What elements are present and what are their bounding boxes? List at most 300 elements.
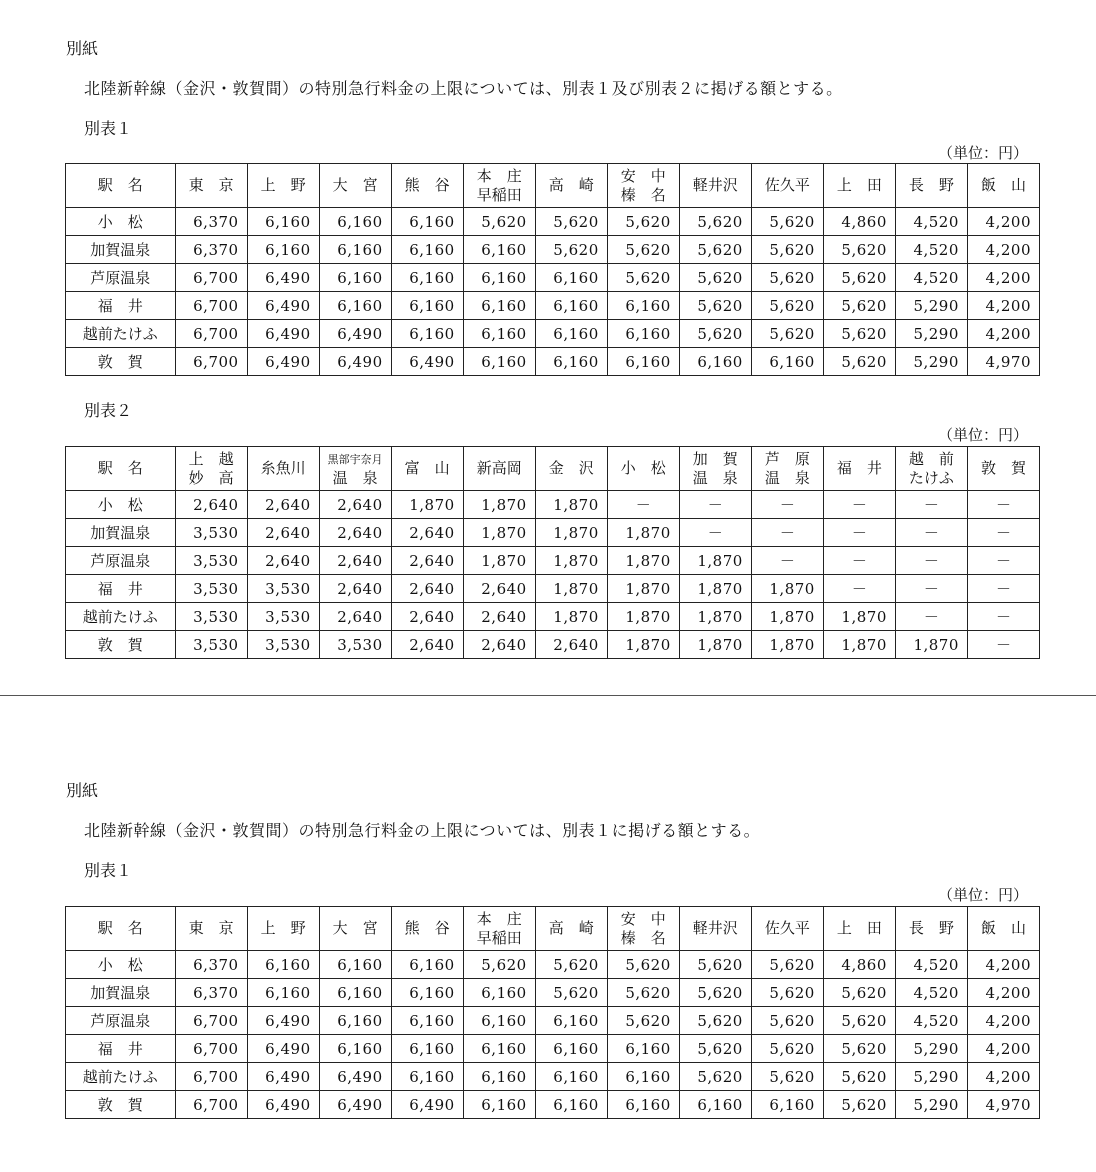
fare-cell: 6,700: [175, 1035, 247, 1063]
column-header: 上 田: [823, 164, 895, 208]
column-header: [607, 164, 679, 208]
fare-cell: 6,490: [319, 320, 391, 348]
fare-cell: 5,620: [679, 951, 751, 979]
fare-cell: 4,970: [967, 348, 1039, 376]
fare-cell: 5,620: [823, 320, 895, 348]
station-name-cell: 芦原温泉: [66, 1007, 176, 1035]
fare-cell: 6,160: [391, 292, 463, 320]
fare-cell: 2,640: [319, 575, 391, 603]
fare-cell: －: [895, 603, 967, 631]
fare-cell: 3,530: [175, 547, 247, 575]
fare-cell: 2,640: [319, 519, 391, 547]
fare-cell: 4,200: [967, 1063, 1039, 1091]
fare-cell: 6,160: [679, 1091, 751, 1119]
fare-cell: 1,870: [535, 491, 607, 519]
fare-cell: 5,620: [823, 348, 895, 376]
column-header: 軽井沢: [679, 907, 751, 951]
fare-cell: 6,370: [175, 951, 247, 979]
fare-cell: 2,640: [247, 491, 319, 519]
fare-cell: 6,490: [247, 1007, 319, 1035]
fare-cell: 1,870: [679, 603, 751, 631]
fare-cell: －: [967, 547, 1039, 575]
fare-cell: 2,640: [391, 547, 463, 575]
fare-cell: 2,640: [391, 575, 463, 603]
column-header-line: 加 賀: [692, 449, 738, 468]
column-header-line: 上 越: [188, 449, 234, 468]
table-row: [66, 320, 1040, 348]
column-header: 高 崎: [535, 164, 607, 208]
fare-cell: 5,620: [607, 979, 679, 1007]
fare-table-3: [65, 906, 1040, 1119]
fare-cell: 4,520: [895, 979, 967, 1007]
fare-cell: 6,160: [319, 208, 391, 236]
column-header: 富 山: [391, 447, 463, 491]
station-name-cell: 福 井: [66, 1035, 176, 1063]
fare-cell: 1,870: [679, 575, 751, 603]
fare-cell: 6,160: [391, 1063, 463, 1091]
fare-cell: 6,490: [247, 320, 319, 348]
fare-cell: 1,870: [607, 575, 679, 603]
attachment-label: 別紙: [66, 781, 99, 800]
fare-cell: 1,870: [463, 491, 535, 519]
column-header-line: 本 庄: [476, 909, 522, 928]
column-header-line: 妙 高: [188, 468, 234, 487]
column-header: 大 宮: [319, 907, 391, 951]
fare-cell: 5,620: [823, 1007, 895, 1035]
column-header: 新高岡: [463, 447, 535, 491]
column-header: [175, 447, 247, 491]
fare-cell: 6,160: [463, 1035, 535, 1063]
fare-cell: 6,160: [535, 1091, 607, 1119]
fare-cell: 3,530: [175, 631, 247, 659]
fare-cell: 1,870: [607, 631, 679, 659]
fare-cell: 5,620: [751, 292, 823, 320]
fare-cell: 4,520: [895, 208, 967, 236]
column-header: 上 野: [247, 907, 319, 951]
fare-cell: 6,490: [247, 264, 319, 292]
attachment-label: 別紙: [66, 39, 99, 58]
fare-cell: 5,620: [823, 292, 895, 320]
fare-cell: 5,620: [679, 1007, 751, 1035]
fare-cell: 4,200: [967, 1035, 1039, 1063]
fare-cell: －: [895, 547, 967, 575]
station-name-cell: 芦原温泉: [66, 264, 176, 292]
fare-cell: 5,620: [679, 292, 751, 320]
table-row: [66, 1007, 1040, 1035]
station-name-cell: 福 井: [66, 575, 176, 603]
fare-cell: 6,700: [175, 320, 247, 348]
fare-cell: 4,970: [967, 1091, 1039, 1119]
column-header: 糸魚川: [247, 447, 319, 491]
fare-cell: 6,490: [247, 1063, 319, 1091]
fare-cell: 6,160: [463, 348, 535, 376]
fare-cell: 2,640: [391, 603, 463, 631]
fare-cell: 5,620: [679, 320, 751, 348]
fare-cell: 1,870: [751, 603, 823, 631]
fare-cell: 1,870: [535, 603, 607, 631]
fare-cell: 3,530: [175, 603, 247, 631]
fare-cell: 6,490: [247, 1035, 319, 1063]
fare-cell: 2,640: [319, 491, 391, 519]
fare-cell: 2,640: [391, 631, 463, 659]
table-row: [66, 519, 1040, 547]
fare-cell: 4,520: [895, 951, 967, 979]
station-name-cell: 加賀温泉: [66, 236, 176, 264]
fare-cell: 6,160: [751, 348, 823, 376]
fare-cell: 1,870: [463, 547, 535, 575]
fare-cell: －: [823, 575, 895, 603]
fare-cell: 6,490: [391, 1091, 463, 1119]
fare-cell: 5,290: [895, 320, 967, 348]
column-header: 佐久平: [751, 907, 823, 951]
fare-cell: 6,160: [391, 1007, 463, 1035]
column-header: 長 野: [895, 907, 967, 951]
fare-cell: 1,870: [751, 631, 823, 659]
fare-cell: 6,160: [391, 951, 463, 979]
fare-cell: 5,620: [751, 208, 823, 236]
table-row: [66, 1091, 1040, 1119]
fare-cell: 6,160: [535, 1035, 607, 1063]
table-row: [66, 236, 1040, 264]
fare-cell: 5,290: [895, 1091, 967, 1119]
fare-cell: 5,620: [823, 1091, 895, 1119]
fare-cell: 6,160: [463, 1063, 535, 1091]
station-name-cell: 小 松: [66, 491, 176, 519]
fare-cell: 2,640: [247, 547, 319, 575]
fare-cell: 6,160: [463, 292, 535, 320]
unit-label: （単位：円）: [937, 886, 1028, 904]
fare-cell: 1,870: [751, 575, 823, 603]
fare-cell: 5,620: [679, 1063, 751, 1091]
fare-cell: 6,160: [463, 236, 535, 264]
fare-cell: 5,620: [823, 1035, 895, 1063]
fare-cell: 2,640: [463, 575, 535, 603]
fare-cell: 4,860: [823, 208, 895, 236]
column-header-line: 榛 名: [620, 185, 666, 204]
fare-cell: 1,870: [535, 519, 607, 547]
column-header: [463, 164, 535, 208]
fare-cell: 1,870: [823, 603, 895, 631]
unit-label: （単位：円）: [937, 426, 1028, 444]
station-name-cell: 敦 賀: [66, 631, 176, 659]
fare-cell: 6,160: [319, 1007, 391, 1035]
fare-cell: 2,640: [319, 547, 391, 575]
fare-cell: 6,160: [607, 1063, 679, 1091]
table-row: [66, 631, 1040, 659]
fare-cell: 5,290: [895, 1063, 967, 1091]
fare-cell: 5,620: [535, 951, 607, 979]
fare-cell: 3,530: [247, 575, 319, 603]
fare-cell: －: [607, 491, 679, 519]
fare-table-2: [65, 446, 1040, 659]
table-label: 別表１: [84, 861, 133, 880]
intro-text: 北陸新幹線（金沢・敦賀間）の特別急行料金の上限については、別表１に掲げる額とする。: [84, 821, 761, 840]
fare-cell: －: [751, 547, 823, 575]
table-row: [66, 491, 1040, 519]
station-name-cell: 芦原温泉: [66, 547, 176, 575]
fare-cell: 6,160: [319, 236, 391, 264]
table-row: [66, 1035, 1040, 1063]
column-header-line: 早稲田: [476, 185, 522, 204]
fare-cell: 5,620: [823, 236, 895, 264]
fare-cell: 6,160: [391, 979, 463, 1007]
column-header-line: たけふ: [908, 468, 954, 487]
column-header: 高 崎: [535, 907, 607, 951]
fare-cell: －: [823, 491, 895, 519]
table-header-row: [66, 447, 1040, 491]
fare-cell: 6,160: [247, 208, 319, 236]
unit-label: （単位：円）: [937, 144, 1028, 162]
corner-header: 駅 名: [66, 907, 176, 951]
fare-cell: －: [967, 575, 1039, 603]
fare-cell: 3,530: [247, 603, 319, 631]
fare-cell: 5,290: [895, 292, 967, 320]
fare-cell: －: [823, 519, 895, 547]
fare-cell: 6,160: [751, 1091, 823, 1119]
column-header-line: 越 前: [908, 449, 954, 468]
fare-cell: 6,160: [463, 264, 535, 292]
fare-cell: 6,160: [535, 348, 607, 376]
column-header: 東 京: [175, 907, 247, 951]
fare-cell: 5,620: [463, 951, 535, 979]
fare-cell: 6,490: [319, 1091, 391, 1119]
fare-cell: 5,620: [679, 264, 751, 292]
corner-header: 駅 名: [66, 164, 176, 208]
fare-cell: 5,620: [751, 264, 823, 292]
fare-cell: 6,490: [391, 348, 463, 376]
fare-cell: 2,640: [319, 603, 391, 631]
column-header: [319, 447, 391, 491]
table-row: [66, 951, 1040, 979]
fare-cell: 4,520: [895, 264, 967, 292]
fare-cell: 4,200: [967, 951, 1039, 979]
fare-cell: 3,530: [319, 631, 391, 659]
fare-cell: 6,160: [319, 292, 391, 320]
column-header: [607, 907, 679, 951]
station-name-cell: 敦 賀: [66, 348, 176, 376]
column-header: 上 野: [247, 164, 319, 208]
fare-cell: 5,620: [679, 236, 751, 264]
fare-cell: 2,640: [463, 631, 535, 659]
fare-cell: 4,200: [967, 320, 1039, 348]
column-header: 佐久平: [751, 164, 823, 208]
fare-cell: 1,870: [463, 519, 535, 547]
fare-cell: 5,620: [679, 979, 751, 1007]
fare-cell: 5,620: [679, 1035, 751, 1063]
fare-cell: 6,160: [391, 264, 463, 292]
fare-cell: 6,700: [175, 1063, 247, 1091]
fare-cell: 6,160: [679, 348, 751, 376]
fare-cell: 2,640: [535, 631, 607, 659]
station-name-cell: 加賀温泉: [66, 979, 176, 1007]
fare-cell: －: [751, 491, 823, 519]
fare-cell: 1,870: [607, 519, 679, 547]
fare-cell: 5,620: [607, 236, 679, 264]
table-row: [66, 264, 1040, 292]
table-row: [66, 1063, 1040, 1091]
station-name-cell: 小 松: [66, 208, 176, 236]
fare-cell: 1,870: [679, 631, 751, 659]
fare-cell: 4,200: [967, 208, 1039, 236]
fare-cell: 5,620: [823, 1063, 895, 1091]
fare-cell: 5,620: [607, 264, 679, 292]
station-name-cell: 越前たけふ: [66, 320, 176, 348]
fare-cell: 4,200: [967, 264, 1039, 292]
fare-cell: 5,620: [607, 208, 679, 236]
column-header: [679, 447, 751, 491]
table-header-row: [66, 907, 1040, 951]
page-divider: [0, 695, 1096, 696]
column-header-line: 榛 名: [620, 928, 666, 947]
fare-cell: 1,870: [607, 603, 679, 631]
fare-cell: 5,620: [751, 951, 823, 979]
fare-cell: 5,620: [535, 208, 607, 236]
station-name-cell: 加賀温泉: [66, 519, 176, 547]
fare-cell: 4,200: [967, 292, 1039, 320]
column-header: [895, 447, 967, 491]
station-name-cell: 敦 賀: [66, 1091, 176, 1119]
fare-cell: 6,160: [391, 236, 463, 264]
table-row: [66, 979, 1040, 1007]
column-header: 大 宮: [319, 164, 391, 208]
fare-cell: 6,160: [247, 951, 319, 979]
fare-cell: 5,620: [751, 320, 823, 348]
fare-cell: 6,160: [607, 1091, 679, 1119]
fare-cell: 4,200: [967, 979, 1039, 1007]
fare-cell: 1,870: [895, 631, 967, 659]
fare-cell: 5,620: [463, 208, 535, 236]
fare-cell: －: [967, 631, 1039, 659]
column-header: 上 田: [823, 907, 895, 951]
fare-cell: 1,870: [679, 547, 751, 575]
fare-cell: 2,640: [175, 491, 247, 519]
fare-cell: 1,870: [391, 491, 463, 519]
fare-cell: 3,530: [175, 519, 247, 547]
fare-cell: 6,160: [319, 264, 391, 292]
fare-cell: 2,640: [391, 519, 463, 547]
column-header: 飯 山: [967, 907, 1039, 951]
column-header-line: 早稲田: [476, 928, 522, 947]
fare-cell: 6,160: [391, 320, 463, 348]
fare-cell: 1,870: [607, 547, 679, 575]
fare-cell: 5,620: [535, 979, 607, 1007]
fare-cell: －: [967, 491, 1039, 519]
table-row: [66, 575, 1040, 603]
column-header-line: 安 中: [620, 166, 666, 185]
column-header-line: 本 庄: [476, 166, 522, 185]
fare-cell: 5,620: [823, 264, 895, 292]
table-row: [66, 208, 1040, 236]
fare-cell: 3,530: [175, 575, 247, 603]
column-header: 福 井: [823, 447, 895, 491]
fare-cell: －: [895, 519, 967, 547]
fare-cell: 6,160: [247, 236, 319, 264]
table-label: 別表１: [84, 119, 133, 138]
column-header: [751, 447, 823, 491]
fare-cell: －: [967, 519, 1039, 547]
fare-cell: 6,490: [319, 1063, 391, 1091]
fare-cell: 5,620: [607, 1007, 679, 1035]
fare-cell: 6,160: [535, 1007, 607, 1035]
column-header: 熊 谷: [391, 907, 463, 951]
station-name-cell: 越前たけふ: [66, 1063, 176, 1091]
fare-cell: 5,620: [607, 951, 679, 979]
fare-cell: 2,640: [247, 519, 319, 547]
fare-cell: 6,370: [175, 979, 247, 1007]
corner-header: 駅 名: [66, 447, 176, 491]
fare-cell: 6,700: [175, 1091, 247, 1119]
station-name-cell: 福 井: [66, 292, 176, 320]
table-label: 別表２: [84, 401, 133, 420]
fare-cell: 1,870: [823, 631, 895, 659]
fare-cell: 6,160: [535, 264, 607, 292]
fare-cell: 6,700: [175, 1007, 247, 1035]
fare-cell: 4,520: [895, 1007, 967, 1035]
fare-cell: 6,490: [247, 1091, 319, 1119]
table-row: [66, 292, 1040, 320]
column-header: 熊 谷: [391, 164, 463, 208]
fare-table-1: [65, 163, 1040, 376]
column-header: 飯 山: [967, 164, 1039, 208]
fare-cell: －: [895, 575, 967, 603]
column-header: 東 京: [175, 164, 247, 208]
column-header: 長 野: [895, 164, 967, 208]
column-header-line: 芦 原: [764, 449, 810, 468]
fare-cell: 6,490: [247, 292, 319, 320]
fare-cell: 3,530: [247, 631, 319, 659]
table-row: [66, 547, 1040, 575]
column-header: 小 松: [607, 447, 679, 491]
fare-cell: 6,160: [391, 208, 463, 236]
fare-cell: 6,160: [535, 292, 607, 320]
column-header-line: 黒部宇奈月: [327, 452, 383, 466]
column-header: 軽井沢: [679, 164, 751, 208]
fare-cell: 5,620: [751, 1035, 823, 1063]
fare-cell: 4,860: [823, 951, 895, 979]
fare-cell: 6,160: [607, 320, 679, 348]
fare-cell: 6,160: [319, 951, 391, 979]
column-header: 金 沢: [535, 447, 607, 491]
column-header-line: 温 泉: [692, 468, 738, 487]
fare-cell: 6,160: [463, 979, 535, 1007]
fare-cell: 6,700: [175, 348, 247, 376]
fare-cell: 6,160: [391, 1035, 463, 1063]
station-name-cell: 越前たけふ: [66, 603, 176, 631]
fare-cell: 6,160: [607, 348, 679, 376]
column-header: 敦 賀: [967, 447, 1039, 491]
fare-cell: 5,620: [823, 979, 895, 1007]
fare-cell: 6,700: [175, 292, 247, 320]
fare-cell: 1,870: [535, 575, 607, 603]
fare-cell: －: [823, 547, 895, 575]
fare-cell: 4,200: [967, 236, 1039, 264]
fare-cell: 5,620: [679, 208, 751, 236]
fare-cell: 6,160: [607, 292, 679, 320]
fare-cell: －: [751, 519, 823, 547]
fare-cell: 6,370: [175, 208, 247, 236]
table-row: [66, 348, 1040, 376]
fare-cell: 6,160: [463, 1007, 535, 1035]
fare-cell: 1,870: [535, 547, 607, 575]
fare-cell: 5,290: [895, 348, 967, 376]
fare-cell: 6,160: [607, 1035, 679, 1063]
fare-cell: －: [679, 519, 751, 547]
fare-cell: 6,160: [535, 320, 607, 348]
fare-cell: －: [967, 603, 1039, 631]
fare-cell: 6,700: [175, 264, 247, 292]
fare-cell: 6,490: [319, 348, 391, 376]
fare-cell: 5,620: [535, 236, 607, 264]
